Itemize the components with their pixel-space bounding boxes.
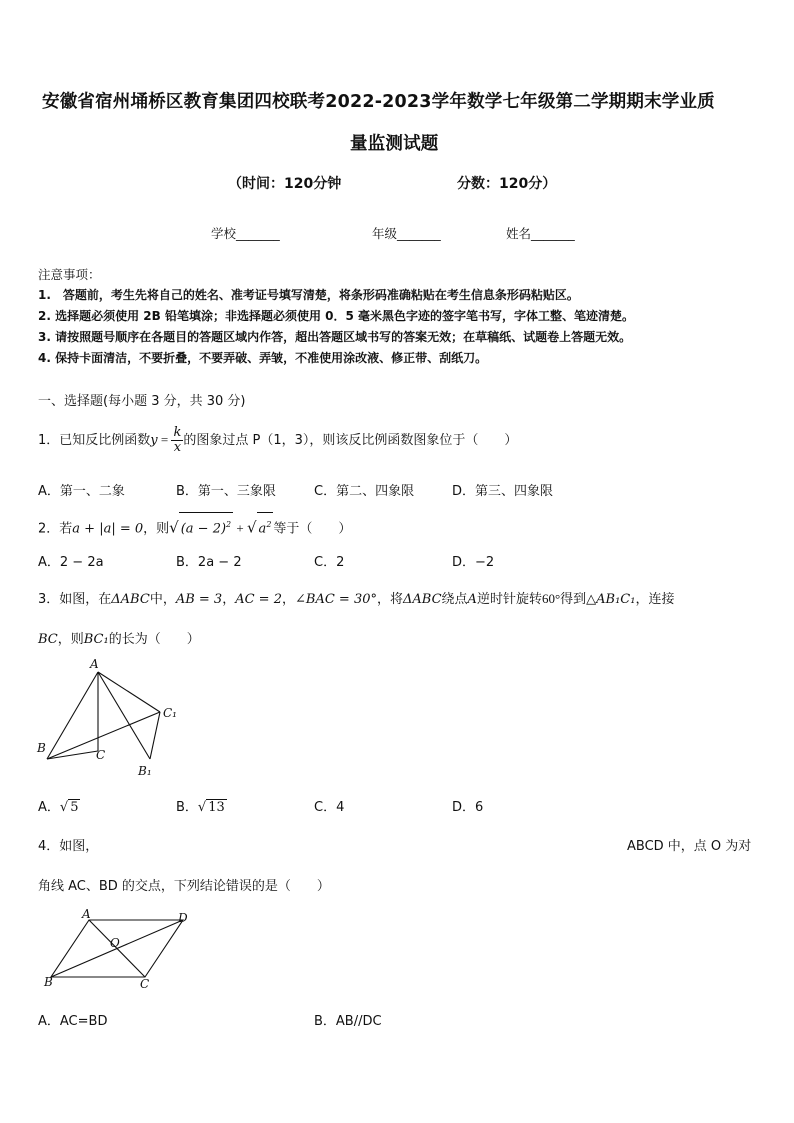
q3-comma-1: ， [222,592,236,607]
q3-triangle-1: ΔABC [111,592,150,607]
exam-title-line1: 安徽省宿州埇桥区教育集团四校联考2022-2023学年数学七年级第二学期期末学业质 [42,92,715,112]
q1-frac-num: k [173,425,182,440]
q2-option-c: C．2 [314,555,345,570]
q3-bc: BC [38,632,58,647]
q2-mid: ，则 [143,521,170,537]
q4-fig-label-a: A [82,907,91,921]
section-heading: 一、选择题(每小题 3 分，共 30 分) [38,394,246,409]
exam-title-line2: 量监测试题 [350,134,439,154]
q3-angle: ∠BAC = 30° [295,592,377,607]
q2-expr2: a [258,521,267,537]
question-3-line2 [38,628,200,647]
note-item-1: 1. 答题前，考生先将自己的姓名、准考证号填写清楚，将条形码准确粘贴在考生信息条形码粘贴区。 [38,288,579,302]
q3-opt-a-prefix: A． [38,800,60,815]
name-field: 姓名_______ [506,226,575,241]
q2-option-d: D．−2 [452,555,495,570]
q3-fig-label-a: A [90,657,99,671]
q2-option-b: B．2a − 2 [176,555,242,570]
q1-option-c: C．第二、四象限 [314,484,415,499]
q2-radical-sign-1: √ [169,518,179,537]
q3-text-g: ，连接 [635,592,675,607]
q3-opt-b-radical: √ [197,800,207,815]
q3-ab: AB = 3 [175,592,223,607]
q3-ac: AC = 2 [235,592,282,607]
q3-opt-a-radical: √ [59,800,69,815]
question-3-line1 [38,588,674,607]
q3-option-b [176,796,227,815]
q4-line1-right: ABCD 中，点 O 为对 [627,839,752,854]
q4-line2: 角线 AC、BD 的交点，下列结论错误的是（ ） [38,879,330,894]
q4-option-b: B．AB//DC [314,1014,382,1029]
q2-prefix: 2．若 [38,521,73,537]
q4-parallelogram-figure [36,905,196,995]
q4-fig-label-b: B [44,975,53,989]
q3-option-d: D．6 [452,800,484,815]
q3-text-b: 中， [149,592,176,607]
q1-option-a: A．第一、二象 [38,484,125,499]
q3-text-h: ，则 [57,632,84,647]
q1-fraction [171,426,183,455]
q3-fig-label-b: B [37,741,46,755]
q3-rotation-figure [30,655,190,785]
q3-text-i: 的长为（ ） [108,632,200,647]
note-item-2: 2. 选择题必须使用 2B 铅笔填涂；非选择题必须使用 0．5 毫米黑色字迹的签字笔书写，字体工整、笔迹清楚。 [38,309,634,323]
q3-text-a: 3．如图，在 [38,592,112,607]
q3-opt-a-radicand: 5 [70,800,79,815]
q4-fig-label-o: O [110,936,120,950]
q3-fig-label-c1: C₁ [163,706,177,720]
q3-opt-b-prefix: B． [176,800,198,815]
q2-radicand-1 [179,512,233,541]
q1-eq: = [157,432,172,447]
notes-heading: 注意事项： [38,267,101,282]
q2-plus: + [233,520,247,536]
q3-option-c: C．4 [314,800,345,815]
q1-option-b: B．第一、三象限 [176,484,276,499]
q2-expr1: (a − 2) [180,521,227,537]
q3-fig-label-c: C [96,748,106,762]
q4-fig-label-d: D [178,911,188,925]
q3-text-e: 逆时针旋转 [476,592,542,607]
q3-option-a [38,796,80,815]
q3-bc1: BC₁ [83,632,109,647]
q3-text-c: ，将 [376,592,403,607]
q4-option-a: A．AC=BD [38,1014,108,1029]
q3-triangle-2: ΔABC [403,592,442,607]
q3-triangle-3: AB₁C₁ [596,592,636,607]
q1-suffix: 的图象过点 P（1，3），则该反比例函数图象位于（ ） [183,433,518,448]
q2-exp2: 2 [266,520,272,529]
q1-y: y [150,433,158,448]
q3-degrees: 60° [541,591,561,606]
q3-text-f: 得到△ [560,592,597,607]
q4-fig-label-c: C [140,977,150,991]
q4-line1-left: 4．如图， [38,839,99,854]
grade-field: 年级_______ [372,226,441,241]
exam-time: （时间：120分钟 [228,176,342,192]
q3-point-a: A [467,592,477,607]
question-2 [38,512,351,541]
q1-option-d: D．第三、四象限 [452,484,554,499]
q1-frac-den: x [173,440,182,455]
question-1 [38,424,517,457]
exam-score: 分数：120分） [457,176,557,192]
note-item-3: 3. 请按照题号顺序在各题目的答题区域内作答，超出答题区域书写的答案无效；在草稿纸、试题卷上答题无效。 [38,330,632,344]
q2-exp1: 2 [226,520,232,529]
q2-suffix: 等于（ ） [273,521,352,537]
q3-fig-label-b1: B₁ [138,764,152,778]
school-field: 学校_______ [211,226,280,241]
q3-comma-2: ， [281,592,295,607]
q1-prefix: 1．已知反比例函数 [38,433,151,448]
note-item-4: 4. 保持卡面清洁，不要折叠，不要弄破、弄皱，不准使用涂改液、修正带、刮纸刀。 [38,351,488,365]
q3-text-d: 绕点 [441,592,468,607]
q2-option-a: A．2 − 2a [38,555,104,570]
q3-opt-b-radicand: 13 [208,800,225,815]
q2-condition: a + |a| = 0 [72,521,144,537]
q2-radical-sign-2: √ [246,518,257,537]
q2-radicand-2 [257,512,274,541]
